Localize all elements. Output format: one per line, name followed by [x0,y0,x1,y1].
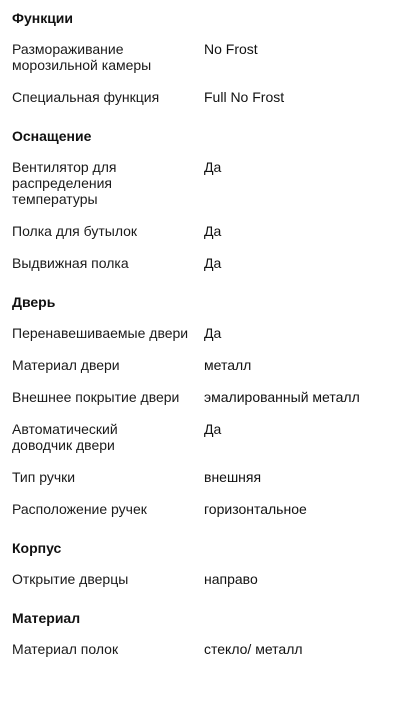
spec-row-door-closer [12,421,392,453]
spec-value: эмалированный металл [204,389,360,405]
spec-name: Вентилятор для распределения температуры [12,159,117,207]
spec-value: горизонтальное [204,501,307,517]
spec-name: Расположение ручек [12,501,147,517]
spec-value: Да [204,325,222,341]
section-title: Функции [12,10,74,26]
section-equipment [12,125,392,271]
spec-name: Размораживание морозильной камеры [12,41,152,73]
spec-name: Специальная функция [12,89,160,105]
spec-value: No Frost [204,41,258,57]
spec-name: Материал полок [12,641,119,657]
spec-name: Полка для бутылок [12,223,138,239]
spec-value: Full No Frost [204,89,285,105]
spec-value: металл [204,357,252,373]
spec-row-door-opening [12,571,392,587]
spec-name: Открытие дверцы [12,571,129,587]
section-title: Корпус [12,540,62,556]
spec-row-door-coating [12,389,392,405]
spec-row-bottle-shelf [12,223,392,239]
spec-name: Перенавешиваемые двери [12,325,189,341]
section-material [12,607,392,657]
spec-row-fan [12,159,392,207]
spec-name: Выдвижная полка [12,255,129,271]
spec-name: Тип ручки [12,469,76,485]
section-functions [12,7,392,105]
spec-row-reversible-doors [12,325,392,341]
spec-name: Автоматический доводчик двери [12,421,118,453]
section-title: Материал [12,610,81,626]
spec-value: внешняя [204,469,262,485]
spec-value: Да [204,255,222,271]
spec-value: стекло/ металл [204,641,303,657]
spec-row-special-function [12,89,392,105]
spec-row-defrost [12,41,392,73]
spec-name: Материал двери [12,357,120,373]
spec-row-sliding-shelf [12,255,392,271]
specifications-list [12,7,392,657]
section-title: Оснащение [12,128,92,144]
spec-row-door-material [12,357,392,373]
spec-row-shelf-material [12,641,392,657]
section-title: Дверь [12,294,56,310]
spec-value: Да [204,223,222,239]
spec-value: Да [204,421,222,437]
spec-value: Да [204,159,222,175]
section-door [12,291,392,517]
section-body [12,537,392,587]
spec-name: Внешнее покрытие двери [12,389,180,405]
spec-row-handle-type [12,469,392,485]
spec-row-handle-position [12,501,392,517]
spec-value: направо [204,571,258,587]
